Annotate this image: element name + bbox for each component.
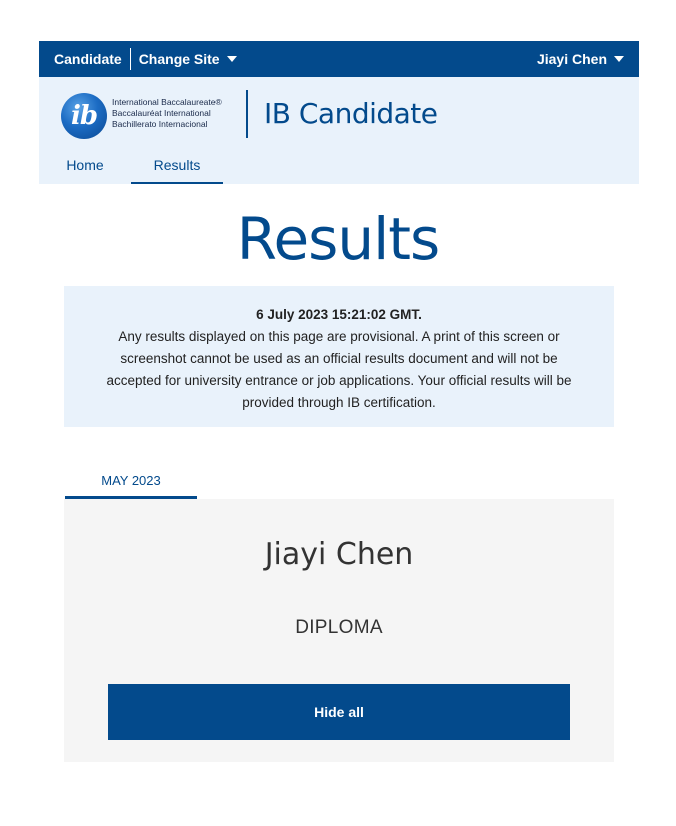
top-bar <box>39 41 639 77</box>
user-menu-dropdown[interactable] <box>537 51 624 67</box>
logo-text <box>112 97 222 130</box>
logo-initials: ib <box>70 101 98 131</box>
user-name-label: Jiayi Chen <box>536 51 607 67</box>
programme-label: DIPLOMA <box>295 617 383 638</box>
main-nav <box>39 149 223 184</box>
change-site-dropdown[interactable] <box>139 51 237 67</box>
nav-item-results[interactable]: Results <box>131 149 223 184</box>
candidate-link[interactable]: Candidate <box>54 51 122 67</box>
nav-item-home[interactable]: Home <box>66 157 104 173</box>
logo-line-en: International Baccalaureate® <box>112 97 222 107</box>
logo-line-es: Bachillerato Internacional <box>112 119 208 129</box>
notice-timestamp: 6 July 2023 15:21:02 GMT. <box>256 307 422 322</box>
caret-down-icon <box>227 56 237 62</box>
caret-down-icon <box>614 56 624 62</box>
change-site-label: Change Site <box>138 51 220 67</box>
ib-logo-icon[interactable] <box>61 93 107 139</box>
notice-text: Any results displayed on this page are provisional. A print of this screen or screenshot cannot be used as an official results document and will not be accepted for university entrance or job applications. Your official results will be provided through IB certification. <box>106 329 572 410</box>
page-title: Results <box>236 205 440 273</box>
logo-line-fr: Baccalauréat International <box>112 108 211 118</box>
topbar-divider <box>130 48 131 70</box>
brand-divider <box>246 90 248 138</box>
site-header <box>39 77 639 184</box>
candidate-name: Jiayi Chen <box>264 537 414 572</box>
result-panel <box>64 499 614 762</box>
provisional-notice <box>64 286 614 427</box>
brand-title: IB Candidate <box>264 97 438 130</box>
hide-all-button[interactable]: Hide all <box>108 684 570 740</box>
tab-may-2023[interactable]: MAY 2023 <box>65 462 197 499</box>
